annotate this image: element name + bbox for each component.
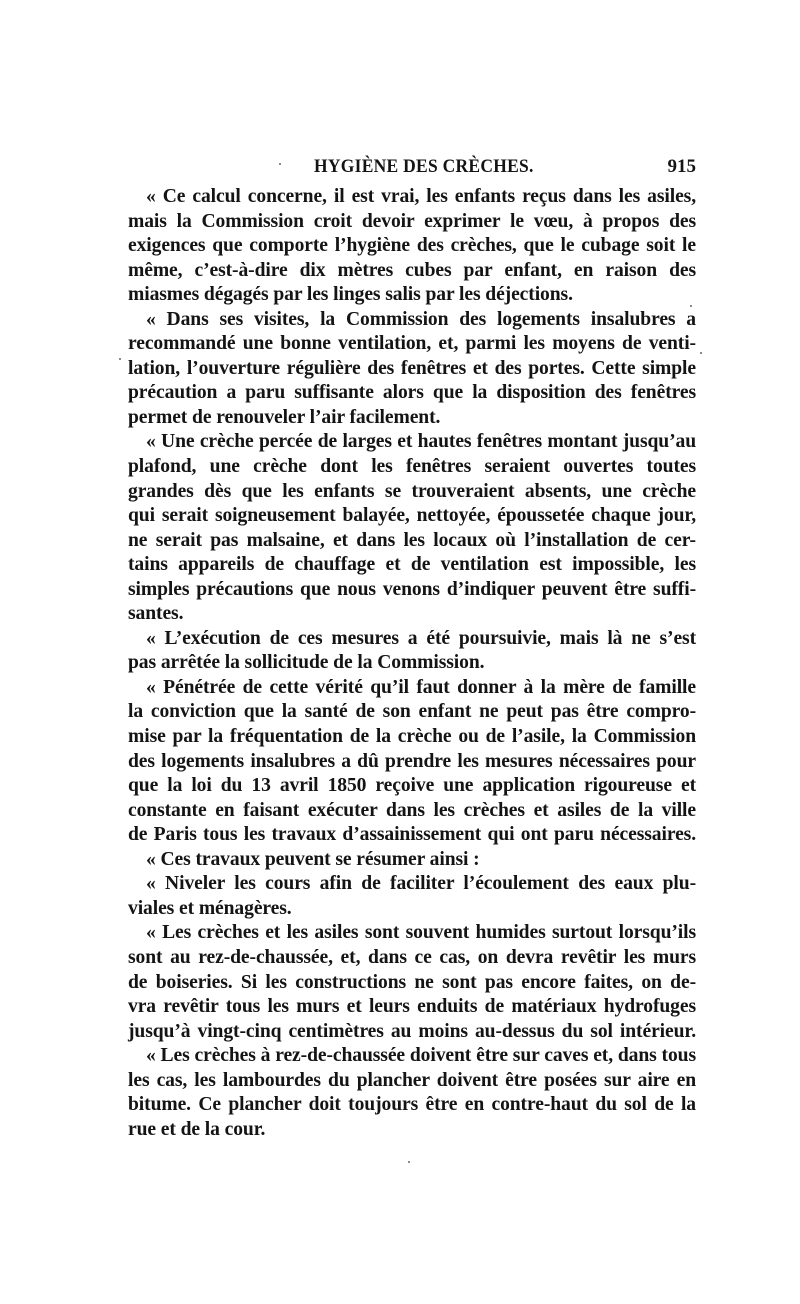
text-line: vra revêtir tous les murs et leurs enduits de matériaux hydrofuges — [128, 996, 696, 1018]
text-line: « Les crèches à rez-de-chaussée doivent être sur caves et, dans tous — [146, 1045, 696, 1067]
text-line: « Les crèches et les asiles sont souvent humides surtout lorsqu’ils — [146, 922, 696, 944]
text-line: rue et de la cour. — [128, 1118, 266, 1140]
text-line: constante en faisant exécuter dans les crèches et asiles de la ville — [128, 799, 696, 821]
text-line: permet de renouveler l’air facilement. — [128, 406, 441, 428]
text-line: recommandé une bonne ventilation, et, parmi les moyens de venti- — [128, 333, 696, 355]
text-line: santes. — [128, 603, 184, 625]
text-line: précaution a paru suffisante alors que la disposition des fenêtres — [128, 382, 696, 404]
text-line: jusqu’à vingt-cinq centimètres au moins au-dessus du sol intérieur. — [128, 1020, 696, 1042]
scan-speck — [119, 358, 121, 360]
text-line: des logements insalubres a dû prendre les mesures nécessaires pour — [128, 750, 696, 772]
text-line: qui serait soigneusement balayée, nettoyée, époussetée chaque jour, — [128, 505, 696, 527]
text-line: bitume. Ce plancher doit toujours être en contre-haut du sol de la — [128, 1094, 696, 1116]
running-head — [128, 156, 696, 186]
text-line: « Niveler les cours afin de faciliter l’écoulement des eaux plu- — [146, 873, 696, 895]
text-line: mais la Commission croit devoir exprimer le vœu, à propos des — [128, 210, 696, 232]
text-line: tains appareils de chauffage et de ventilation est impossible, les — [128, 554, 696, 576]
text-line: plafond, une crèche dont les fenêtres seraient ouvertes toutes — [128, 456, 696, 478]
text-line: « Une crèche percée de larges et hautes fenêtres montant jusqu’au — [146, 431, 696, 453]
scan-speck — [408, 1161, 410, 1163]
page-number: 915 — [667, 156, 696, 177]
scan-speck — [700, 352, 702, 354]
text-line: de Paris tous les travaux d’assainissement qui ont paru nécessaires. — [128, 824, 696, 846]
scan-speck — [279, 163, 281, 165]
text-line: la conviction que la santé de son enfant ne peut pas être compro- — [128, 701, 696, 723]
text-line: de boiseries. Si les constructions ne sont pas encore faites, on de- — [128, 971, 696, 993]
text-line: « Ce calcul concerne, il est vrai, les enfants reçus dans les asiles, — [146, 186, 696, 207]
text-line: « Ces travaux peuvent se résumer ainsi : — [146, 848, 480, 870]
body-text — [128, 185, 696, 1142]
text-line: « L’exécution de ces mesures a été poursuivie, mais là ne s’est — [146, 627, 696, 649]
text-line: ne serait pas malsaine, et dans les locaux où l’installation de cer- — [128, 529, 696, 551]
text-line: « Dans ses visites, la Commission des logements insalubres a — [146, 308, 696, 330]
text-line: sont au rez-de-chaussée, et, dans ce cas, on devra revêtir les murs — [128, 946, 696, 968]
text-line: mise par la fréquentation de la crèche ou de l’asile, la Commission — [128, 726, 696, 748]
text-line: les cas, les lambourdes du plancher doivent être posées sur aire en — [128, 1069, 696, 1091]
text-line: simples précautions que nous venons d’indiquer peuvent être suffi- — [128, 578, 696, 600]
text-line: viales et ménagères. — [128, 897, 292, 919]
text-line: lation, l’ouverture régulière des fenêtres et des portes. Cette simple — [128, 357, 696, 379]
text-line: que la loi du 13 avril 1850 reçoive une application rigoureuse et — [128, 775, 696, 797]
text-line: même, c’est-à-dire dix mètres cubes par enfant, en raison des — [128, 259, 696, 281]
text-line: pas arrêtée la sollicitude de la Commission. — [128, 652, 485, 674]
running-title: HYGIÈNE DES CRÈCHES. — [314, 156, 534, 177]
scan-speck — [690, 305, 692, 307]
text-line: exigences que comporte l’hygiène des crèches, que le cubage soit le — [128, 235, 696, 257]
text-line: « Pénétrée de cette vérité qu’il faut donner à la mère de famille — [146, 676, 696, 698]
text-line: grandes dès que les enfants se trouveraient absents, une crèche — [128, 480, 696, 502]
text-line: miasmes dégagés par les linges salis par les déjections. — [128, 284, 573, 306]
